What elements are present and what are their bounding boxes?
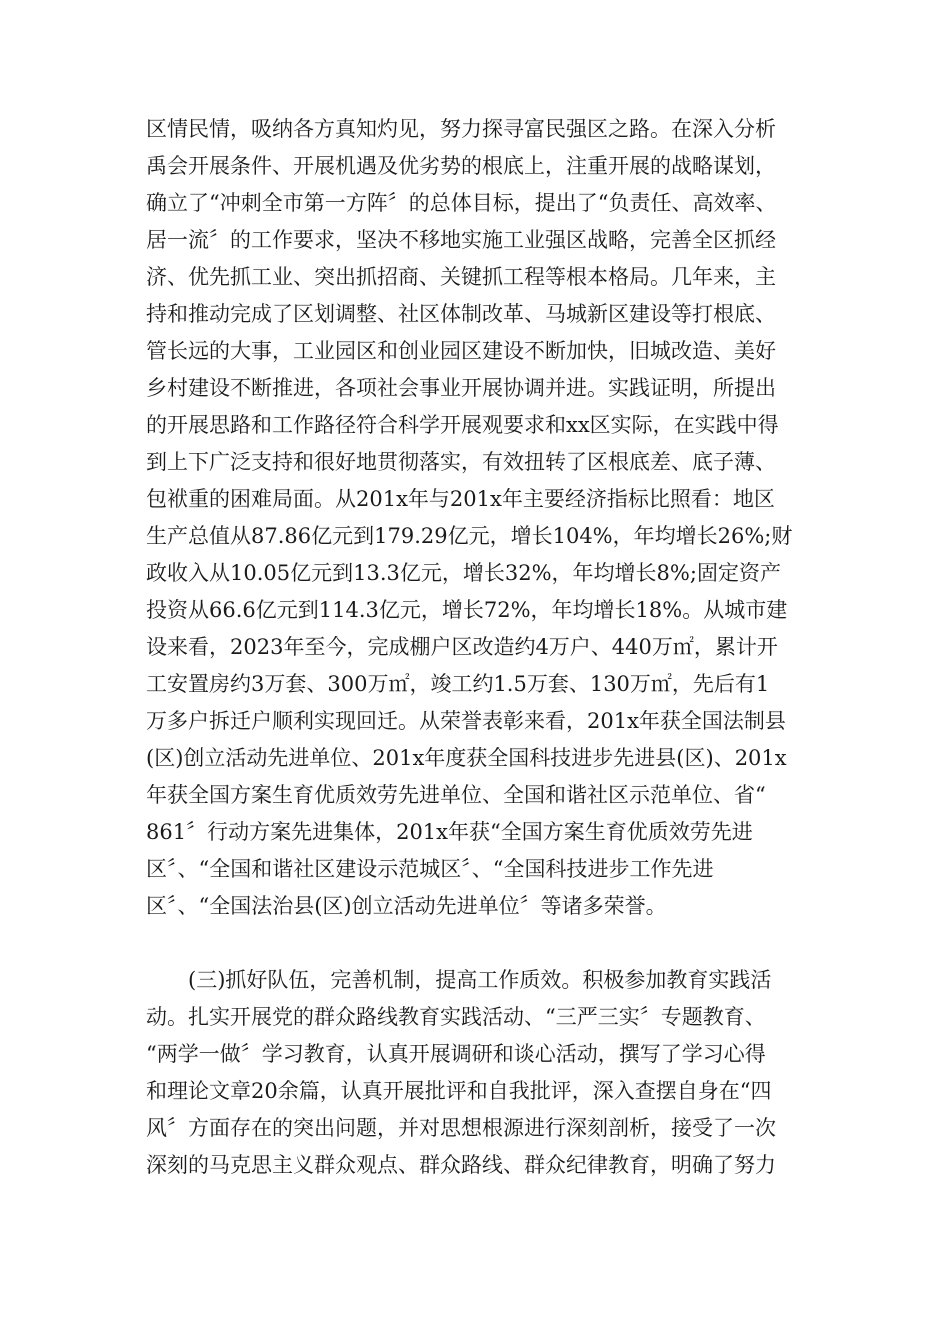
text-line: 管长远的大事，工业园区和创业园区建设不断加快，旧城改造、美好 [146, 339, 776, 363]
text-line: 乡村建设不断推进，各项社会事业开展协调并进。实践证明，所提出 [146, 376, 776, 400]
text-line: 区〞、“全国和谐社区建设示范城区〞、“全国科技进步工作先进 [146, 857, 714, 881]
text-line: 济、优先抓工业、突出抓招商、关键抓工程等根本格局。几年来，主 [146, 265, 776, 289]
text-line: 设来看，2023年至今，完成棚户区改造约4万户、440万㎡，累计开 [146, 635, 778, 659]
text-line: (区)创立活动先进单位、201x年度获全国科技进步先进县(区)、201x [146, 746, 787, 770]
text-line: 和理论文章20余篇，认真开展批评和自我批评，深入查摆自身在“四 [146, 1079, 772, 1103]
text-line: 861〞行动方案先进集体，201x年获“全国方案生育优质效劳先进 [146, 820, 753, 844]
text-line: 确立了“冲刺全市第一方阵〞的总体目标，提出了“负责任、高效率、 [146, 191, 777, 215]
text-line: 持和推动完成了区划调整、社区体制改革、马城新区建设等打根底、 [146, 302, 776, 326]
text-line: 的开展思路和工作路径符合科学开展观要求和xx区实际，在实践中得 [146, 413, 779, 437]
text-line: “两学一做〞学习教育，认真开展调研和谈心活动，撰写了学习心得 [146, 1042, 766, 1066]
text-line: 风〞方面存在的突出问题，并对思想根源进行深刻剖析，接受了一次 [146, 1116, 776, 1140]
text-line: 包袱重的困难局面。从201x年与201x年主要经济指标比照看：地区 [146, 487, 775, 511]
text-line: 投资从66.6亿元到114.3亿元，增长72%，年均增长18%。从城市建 [146, 598, 788, 622]
text-line: 生产总值从87.86亿元到179.29亿元，增长104%，年均增长26%;财 [146, 524, 793, 548]
text-line: 区情民情，吸纳各方真知灼见，努力探寻富民强区之路。在深入分析 [146, 117, 776, 141]
text-line: (三)抓好队伍，完善机制，提高工作质效。积极参加教育实践活 [188, 968, 772, 992]
text-line: 到上下广泛支持和很好地贯彻落实，有效扭转了区根底差、底子薄、 [146, 450, 776, 474]
text-line: 深刻的马克思主义群众观点、群众路线、群众纪律教育，明确了努力 [146, 1153, 776, 1177]
text-line: 居一流〞的工作要求，坚决不移地实施工业强区战略，完善全区抓经 [146, 228, 776, 252]
text-line: 区〞、“全国法治县(区)创立活动先进单位〞等诸多荣誉。 [146, 894, 667, 918]
text-line: 万多户拆迁户顺利实现回迁。从荣誉表彰来看，201x年获全国法制县 [146, 709, 786, 733]
text-line: 政收入从10.05亿元到13.3亿元，增长32%，年均增长8%;固定资产 [146, 561, 781, 585]
text-line: 工安置房约3万套、300万㎡，竣工约1.5万套、130万㎡，先后有1 [146, 672, 770, 696]
text-line: 年获全国方案生育优质效劳先进单位、全国和谐社区示范单位、省“ [146, 783, 766, 807]
text-line: 禹会开展条件、开展机遇及优劣势的根底上，注重开展的战略谋划， [146, 154, 776, 178]
text-line: 动。扎实开展党的群众路线教育实践活动、“三严三实〞专题教育、 [146, 1005, 766, 1029]
